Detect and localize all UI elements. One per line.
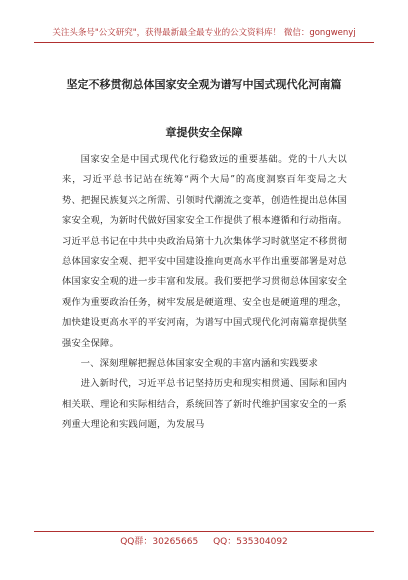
header-divider [34,42,374,43]
paragraph-intro: 国家安全是中国式现代化行稳致远的重要基础。党的十八大以来，习近平总书记站在统筹“两个大局”的高度洞察百年变局之大势、把握民族复兴之所需、引领时代潮流之变革，创造性提出总体国家安全观，为新时代做好国家安全工作提供了根本遵循和行动指南。习近平总书记在中共中央政治局第十九次集体学习时就坚定不移贯彻总体国家安全观、把平安中国建设推向更高水平作出重要部署是对总体国家安全观的进一步丰富和发展。我们要把学习贯彻总体国家安全观作为重要政治任务，树牢发展是硬道理、安全也是硬道理的理念，加快建设更高水平的平安河南，为谱写中国式现代化河南篇章提供坚强安全保障。 [62,154,347,349]
section-heading-1: 一、深刻理解把握总体国家安全观的丰富内涵和实践要求 [80,358,319,370]
document-title-line-2: 章提供安全保障 [165,126,243,139]
footer-divider [34,531,374,532]
document-body [62,150,347,436]
header-notice: 关注头条号"公文研究"，获得最新最全最专业的公文资料库！ 微信：gongwenyj [52,28,356,38]
document-title-line-1: 坚定不移贯彻总体国家安全观为谱写中国式现代化河南篇 [66,78,342,91]
footer-qq-group: QQ群：30265665 [120,537,199,547]
footer-qq: QQ：535304092 [213,537,288,547]
footer-contact [0,534,408,547]
paragraph-section-1: 进入新时代，习近平总书记坚持历史和现实相贯通、国际和国内相关联、理论和实际相结合，系统回答了新时代维护国家安全的一系列重大理论和实践问题，为发展马 [62,378,347,431]
